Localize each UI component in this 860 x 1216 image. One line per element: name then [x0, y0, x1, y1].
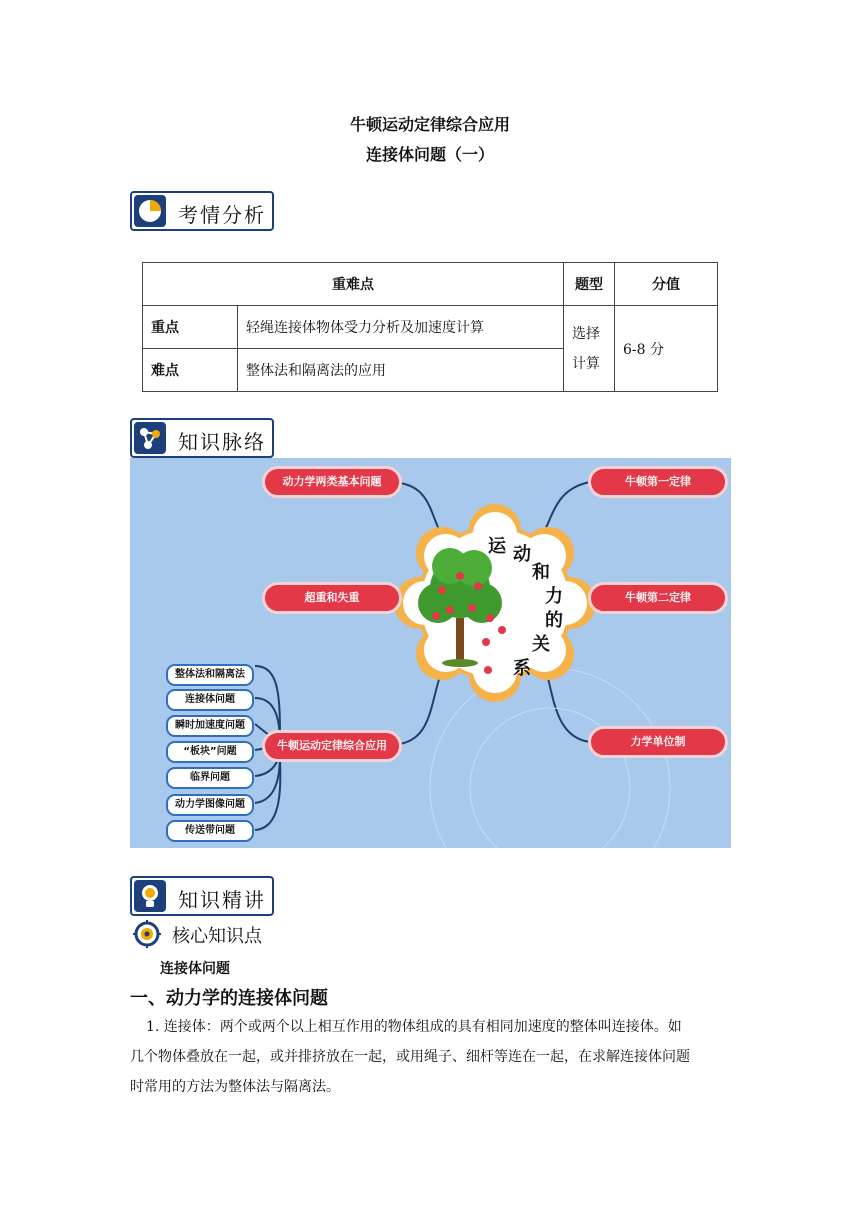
node-overweight: 超重和失重	[262, 582, 402, 614]
sub-node: 临界问题	[166, 767, 254, 789]
target-icon	[133, 920, 161, 952]
row-content: 整体法和隔离法的应用	[238, 349, 564, 392]
row-label: 重点	[143, 306, 238, 349]
section-title-analysis: 考情分析	[178, 203, 266, 227]
node-newton-application: 牛顿运动定律综合应用	[262, 730, 402, 762]
paragraph-line: 时常用的方法为整体法与隔离法。	[130, 1079, 340, 1095]
table-row	[143, 306, 718, 349]
paragraph-line: 1. 连接体：两个或两个以上相互作用的物体组成的具有相同加速度的整体叫连接体。如	[146, 1019, 682, 1035]
mind-map	[130, 458, 731, 848]
center-char: 和	[532, 562, 550, 583]
table-header-score: 分值	[615, 263, 718, 306]
page-subtitle: 连接体问题（一）	[365, 145, 494, 164]
section-badge-lecture	[130, 876, 274, 916]
section-badge-knowledge-map	[130, 418, 274, 458]
analysis-table	[142, 262, 718, 392]
lightbulb-icon	[134, 880, 166, 912]
section-heading: 一、动力学的连接体问题	[130, 988, 328, 1009]
score-cell: 6-8 分	[615, 306, 718, 392]
sub-node: 传送带问题	[166, 820, 254, 842]
section-badge-analysis	[130, 191, 274, 231]
center-char: 运	[488, 536, 506, 557]
row-label: 难点	[143, 349, 238, 392]
question-type-cell	[564, 306, 615, 392]
sub-node: 连接体问题	[166, 689, 254, 711]
sub-node: 动力学图像问题	[166, 794, 254, 816]
center-char: 的	[545, 610, 563, 631]
node-newton-second-law: 牛顿第二定律	[588, 582, 728, 614]
sub-node: 瞬时加速度问题	[166, 715, 254, 737]
row-content: 轻绳连接体物体受力分析及加速度计算	[238, 306, 564, 349]
question-type-1: 选择	[572, 325, 600, 342]
node-unit-system: 力学单位制	[588, 726, 728, 758]
center-char: 力	[545, 586, 563, 607]
page-title: 牛顿运动定律综合应用	[349, 115, 510, 134]
mind-map-connectors	[130, 458, 731, 848]
node-dynamics-basic: 动力学两类基本问题	[262, 466, 402, 498]
topic-label: 连接体问题	[160, 961, 230, 977]
network-nodes-icon	[134, 422, 166, 454]
section-title-knowledge-map: 知识脉络	[178, 430, 266, 454]
pie-chart-icon	[134, 195, 166, 227]
core-knowledge-title: 核心知识点	[172, 926, 262, 947]
section-title-lecture: 知识精讲	[178, 888, 266, 912]
sub-node: “板块”问题	[166, 741, 254, 763]
sub-node: 整体法和隔离法	[166, 664, 254, 686]
center-char: 动	[513, 544, 531, 565]
table-header-difficulty: 重难点	[143, 263, 564, 306]
question-type-2: 计算	[572, 355, 600, 372]
paragraph-line: 几个物体叠放在一起，或并排挤放在一起，或用绳子、细杆等连在一起，在求解连接体问题	[130, 1049, 690, 1065]
center-char: 关	[532, 634, 550, 655]
center-char: 系	[513, 658, 531, 679]
node-newton-first-law: 牛顿第一定律	[588, 466, 728, 498]
table-header-type: 题型	[564, 263, 615, 306]
